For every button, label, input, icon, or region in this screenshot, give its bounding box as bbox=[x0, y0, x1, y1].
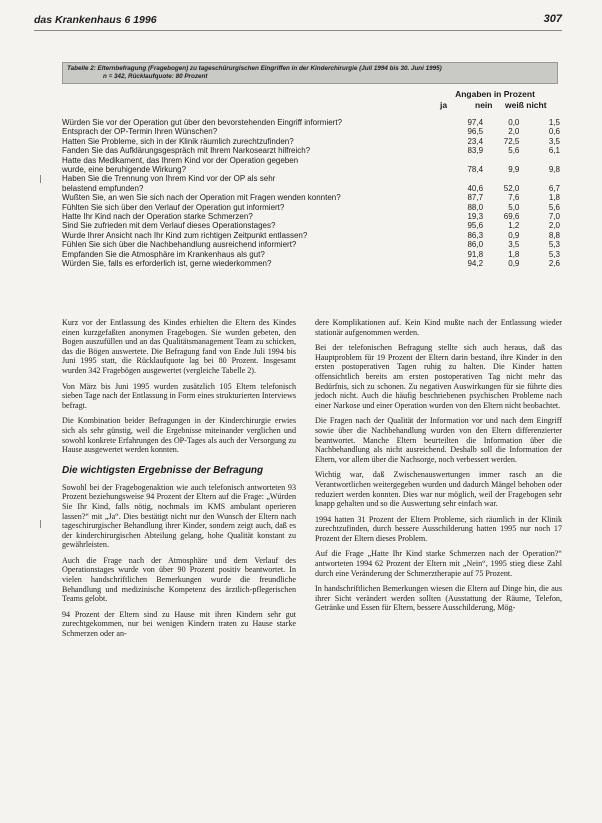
ja-cell: 91,8 bbox=[467, 249, 484, 259]
paragraph: Auf die Frage „Hatte Ihr Kind starke Schmerzen nach der Operation?“ antworteten 1994 62 Prozent der Eltern mit „Nein“, 1995 stieg diese Zahl durch eine Veränderung der Schmerztherapie auf 75 Prozent. bbox=[315, 549, 562, 578]
table-row bbox=[62, 165, 560, 174]
nein-cell: 52,0 bbox=[503, 183, 520, 193]
ja-cell: 86,3 bbox=[467, 230, 484, 240]
weiss-nicht-cell: 0,6 bbox=[548, 127, 560, 137]
weiss-nicht-cell: 5,3 bbox=[548, 240, 560, 250]
paragraph: Sowohl bei der Fragebogenaktion wie auch telefonisch antworteten 93 Prozent beziehungsweise 94 Prozent der Eltern auf die Frage: „Würden Sie Ihr Kind, falls nötig, nochmals im KMS ambulant operieren lassen?“ mit „Ja“. Dies bestätigt nicht nur den Wunsch der Eltern nach tageschirurgischer Behandlung ihrer Kinder, sondern zeigt auch, daß es der kinderchirurgischen Abteilung gelang, hohe Qualität konstant zu gewährleisten. bbox=[62, 482, 296, 550]
weiss-nicht-cell: 5,3 bbox=[548, 249, 560, 259]
nein-cell: 0,0 bbox=[508, 118, 520, 127]
paragraph: Bei der telefonischen Befragung stellte sich auch heraus, daß das Hauptproblem für 19 Prozent der Eltern darin bestand, ihre Kinder in den ersten postoperativen Tagen ruhig zu halten. Die Kinder hatten offensichtlich bereits am ersten postoperativen Tag nicht mehr das Bedürfnis, sich zu schonen. Zu negativen Auswirkungen für sie führte dies jedoch nicht. Auch die häufig beschriebenen psychischen Probleme nach einer Narkose und einer Operation wurden von den Eltern nicht beobachtet. bbox=[315, 343, 562, 410]
ja-cell: 78,4 bbox=[467, 165, 484, 175]
page-number: 307 bbox=[543, 13, 562, 25]
question-cell: wurde, eine beruhigende Wirkung? bbox=[62, 165, 187, 175]
paragraph: dere Komplikationen auf. Kein Kind mußte nach der Entlassung wieder stationär aufgenommen werden. bbox=[315, 318, 562, 337]
table-row bbox=[62, 212, 560, 221]
nein-cell: 1,2 bbox=[508, 221, 520, 231]
ja-cell bbox=[442, 156, 483, 165]
journal-header: das Krankenhaus 6 1996 bbox=[34, 14, 157, 26]
nein-cell: 0,9 bbox=[508, 259, 520, 269]
header-rule bbox=[34, 30, 562, 31]
binding-mark bbox=[40, 175, 47, 183]
weiss-nicht-cell: 3,5 bbox=[548, 136, 560, 146]
table-row bbox=[62, 221, 560, 230]
question-cell: Empfanden Sie die Atmosphäre im Krankenhaus als gut? bbox=[62, 249, 265, 259]
weiss-nicht-cell bbox=[519, 174, 560, 183]
table-caption bbox=[62, 62, 558, 84]
ja-cell: 23,4 bbox=[467, 136, 484, 146]
weiss-nicht-cell: 1,8 bbox=[548, 193, 560, 203]
column-header-weiss-nicht: weiß nicht bbox=[505, 100, 547, 110]
nein-cell: 1,8 bbox=[508, 249, 520, 259]
weiss-nicht-cell: 6,7 bbox=[548, 183, 560, 193]
table-unit-label: Angaben in Prozent bbox=[455, 89, 535, 99]
paragraph: 94 Prozent der Eltern sind zu Hause mit ihren Kindern sehr gut zurechtgekommen, nur bei wenigen Kindern traten zu Hause starke Schmerzen oder an- bbox=[62, 609, 296, 639]
nein-cell bbox=[483, 174, 519, 183]
weiss-nicht-cell: 9,8 bbox=[548, 165, 560, 175]
weiss-nicht-cell: 1,5 bbox=[548, 118, 560, 127]
table-row bbox=[62, 137, 560, 146]
ja-cell: 83,9 bbox=[467, 146, 484, 156]
nein-cell: 2,0 bbox=[508, 127, 520, 137]
table-row bbox=[62, 240, 560, 249]
table-row bbox=[62, 259, 560, 268]
question-cell: Entsprach der OP-Termin Ihren Wünschen? bbox=[62, 127, 218, 137]
question-cell: Hatten Sie Probleme, sich in der Klinik räumlich zurechtzufinden? bbox=[62, 136, 294, 146]
question-cell: Würden Sie vor der Operation gut über den bevorstehenden Eingriff informiert? bbox=[62, 118, 343, 127]
nein-cell: 72,5 bbox=[503, 136, 520, 146]
nein-cell: 5,0 bbox=[508, 202, 520, 212]
ja-cell: 95,6 bbox=[467, 221, 484, 231]
ja-cell bbox=[442, 174, 483, 183]
paragraph: Auch die Frage nach der Atmosphäre und dem Verlauf des Operationstages wurde von über 90 Prozent positiv beantwortet. In vielen handschriftlichen Bemerkungen wurde die freundliche Behandlung und medizinische Kompetenz des ärztlich-pflegerischen Teams gelobt. bbox=[62, 555, 296, 604]
table-row bbox=[62, 203, 560, 212]
ja-cell: 97,4 bbox=[467, 118, 484, 127]
question-cell: belastend empfunden? bbox=[62, 183, 144, 193]
weiss-nicht-cell: 7,0 bbox=[548, 212, 560, 222]
table-row bbox=[62, 156, 560, 165]
question-cell: Fanden Sie das Aufklärungsgespräch mit Ihrem Narkosearzt hilfreich? bbox=[62, 146, 311, 156]
ja-cell: 87,7 bbox=[467, 193, 484, 203]
column-header-ja: ja bbox=[440, 100, 448, 110]
text-column-left bbox=[62, 318, 296, 645]
table-row bbox=[62, 127, 560, 136]
nein-cell: 0,9 bbox=[508, 230, 520, 240]
nein-cell: 7,6 bbox=[508, 193, 520, 203]
section-heading: Die wichtigsten Ergebnisse der Befragung bbox=[62, 464, 264, 476]
paragraph: Von März bis Juni 1995 wurden zusätzlich 105 Eltern telefonisch sieben Tage nach der Entlassung in Form eines strukturierten Interviews befragt. bbox=[62, 381, 296, 410]
weiss-nicht-cell: 8,8 bbox=[548, 230, 560, 240]
question-cell: Sind Sie zufrieden mit dem Verlauf dieses Operationstages? bbox=[62, 221, 276, 231]
nein-cell bbox=[483, 156, 519, 165]
question-cell: Fühlten Sie sich über den Verlauf der Operation gut informiert? bbox=[62, 202, 285, 212]
weiss-nicht-cell: 2,0 bbox=[548, 221, 560, 231]
table-row bbox=[62, 193, 560, 202]
text-column-right bbox=[315, 318, 562, 619]
weiss-nicht-cell: 5,6 bbox=[548, 202, 560, 212]
weiss-nicht-cell: 2,6 bbox=[548, 259, 560, 269]
nein-cell: 69,6 bbox=[503, 212, 520, 222]
ja-cell: 88,0 bbox=[467, 202, 484, 212]
table-row bbox=[62, 118, 560, 127]
table-caption-line2: n = 342, Rücklaufquote: 80 Prozent bbox=[103, 73, 208, 80]
weiss-nicht-cell: 6,1 bbox=[548, 146, 560, 156]
paragraph: Die Kombination beider Befragungen in der Kinderchirurgie erwies sich als sehr günstig, weil die Ergebnisse miteinander verglichen und sowohl konkrete Erfahrungen des OP-Tages als auch der Versorgung zu Hause ausgewertet werden konnten. bbox=[62, 416, 296, 455]
question-cell: Würden Sie, falls es erforderlich ist, gerne wiederkommen? bbox=[62, 259, 272, 269]
table-caption-line1: Tabelle 2: Elternbefragung (Fragebogen) zu tageschürurgischen Eingriffen in der Kinderchirurgie (Juli 1994 bis 30. Juni 1995) bbox=[67, 65, 442, 72]
paragraph: Kurz vor der Entlassung des Kindes erhielten die Eltern des Kindes einen kurzgefaßten anonymen Fragebogen. Sie wurden gebeten, den Bogen auszufüllen und an das Qualitätsmanagement Team zu schicken, das die Bögen auswertete. Die Befragung fand von Ende Juli 1994 bis Juni 1995 statt, die Rücklaufquote lag bei 80 Prozent. Insgesamt wurden 342 Fragebögen ausgewertet (vergleiche Tabelle 2). bbox=[62, 318, 296, 375]
table-row bbox=[62, 146, 560, 155]
ja-cell: 94,2 bbox=[467, 259, 484, 269]
paragraph: Die Fragen nach der Qualität der Information vor und nach dem Eingriff sowie über die Nachbehandlung wurden von den Eltern differenzierter beantwortet. Manche Eltern beurteilten die Information über die Nachbehandlung als nicht ausreichend. Deshalb soll die Information der Eltern, vor allem über die Nachsorge, noch verbessert werden. bbox=[315, 416, 562, 464]
nein-cell: 9,9 bbox=[508, 165, 520, 175]
ja-cell: 40,6 bbox=[467, 183, 484, 193]
paragraph: Wichtig war, daß Zwischenauswertungen immer rasch an die Verantwortlichen weitergegeben wurden und dadurch Mängel behoben oder reduziert werden konnten. Dies war nur möglich, weil der Fragebogen sehr knapp gehalten und so die Auswertung sehr einfach war. bbox=[315, 470, 562, 509]
question-cell: Wurde Ihrer Ansicht nach Ihr Kind zum richtigen Zeitpunkt entlassen? bbox=[62, 230, 308, 240]
ja-cell: 96,5 bbox=[467, 127, 484, 137]
question-cell: Haben Sie die Trennung von Ihrem Kind vor der OP als sehr bbox=[62, 174, 276, 184]
question-cell: Hatte Ihr Kind nach der Operation starke Schmerzen? bbox=[62, 212, 253, 222]
weiss-nicht-cell bbox=[519, 156, 560, 165]
table-row bbox=[62, 231, 560, 240]
binding-mark bbox=[40, 520, 47, 528]
table-row bbox=[62, 184, 560, 193]
table-row bbox=[62, 250, 560, 259]
question-cell: Hatte das Medikament, das Ihrem Kind vor der Operation gegeben bbox=[62, 155, 299, 165]
nein-cell: 3,5 bbox=[508, 240, 520, 250]
table-row bbox=[62, 174, 560, 183]
nein-cell: 5,6 bbox=[508, 146, 520, 156]
question-cell: Wußten Sie, an wen Sie sich nach der Operation mit Fragen wenden konnten? bbox=[62, 193, 341, 203]
question-cell: Fühlen Sie sich über die Nachbehandlung ausreichend informiert? bbox=[62, 240, 297, 250]
column-header-nein: nein bbox=[475, 100, 493, 110]
paragraph: 1994 hatten 31 Prozent der Eltern Probleme, sich räumlich in der Klinik zurechtzufinden, durch bessere Ausschilderung hatten 1995 nur noch 17 Prozent der Eltern dieses Problem. bbox=[315, 514, 562, 543]
survey-table bbox=[62, 118, 560, 269]
ja-cell: 19,3 bbox=[467, 212, 484, 222]
ja-cell: 86,0 bbox=[467, 240, 484, 250]
paragraph: In handschriftlichen Bemerkungen wiesen die Eltern auf Dinge hin, die aus ihrer Sicht verändert werden sollten (Ausstattung der Räume, Telefon, Getränke und Essen für Eltern, bessere Ausschilderung, Mög- bbox=[315, 584, 562, 613]
